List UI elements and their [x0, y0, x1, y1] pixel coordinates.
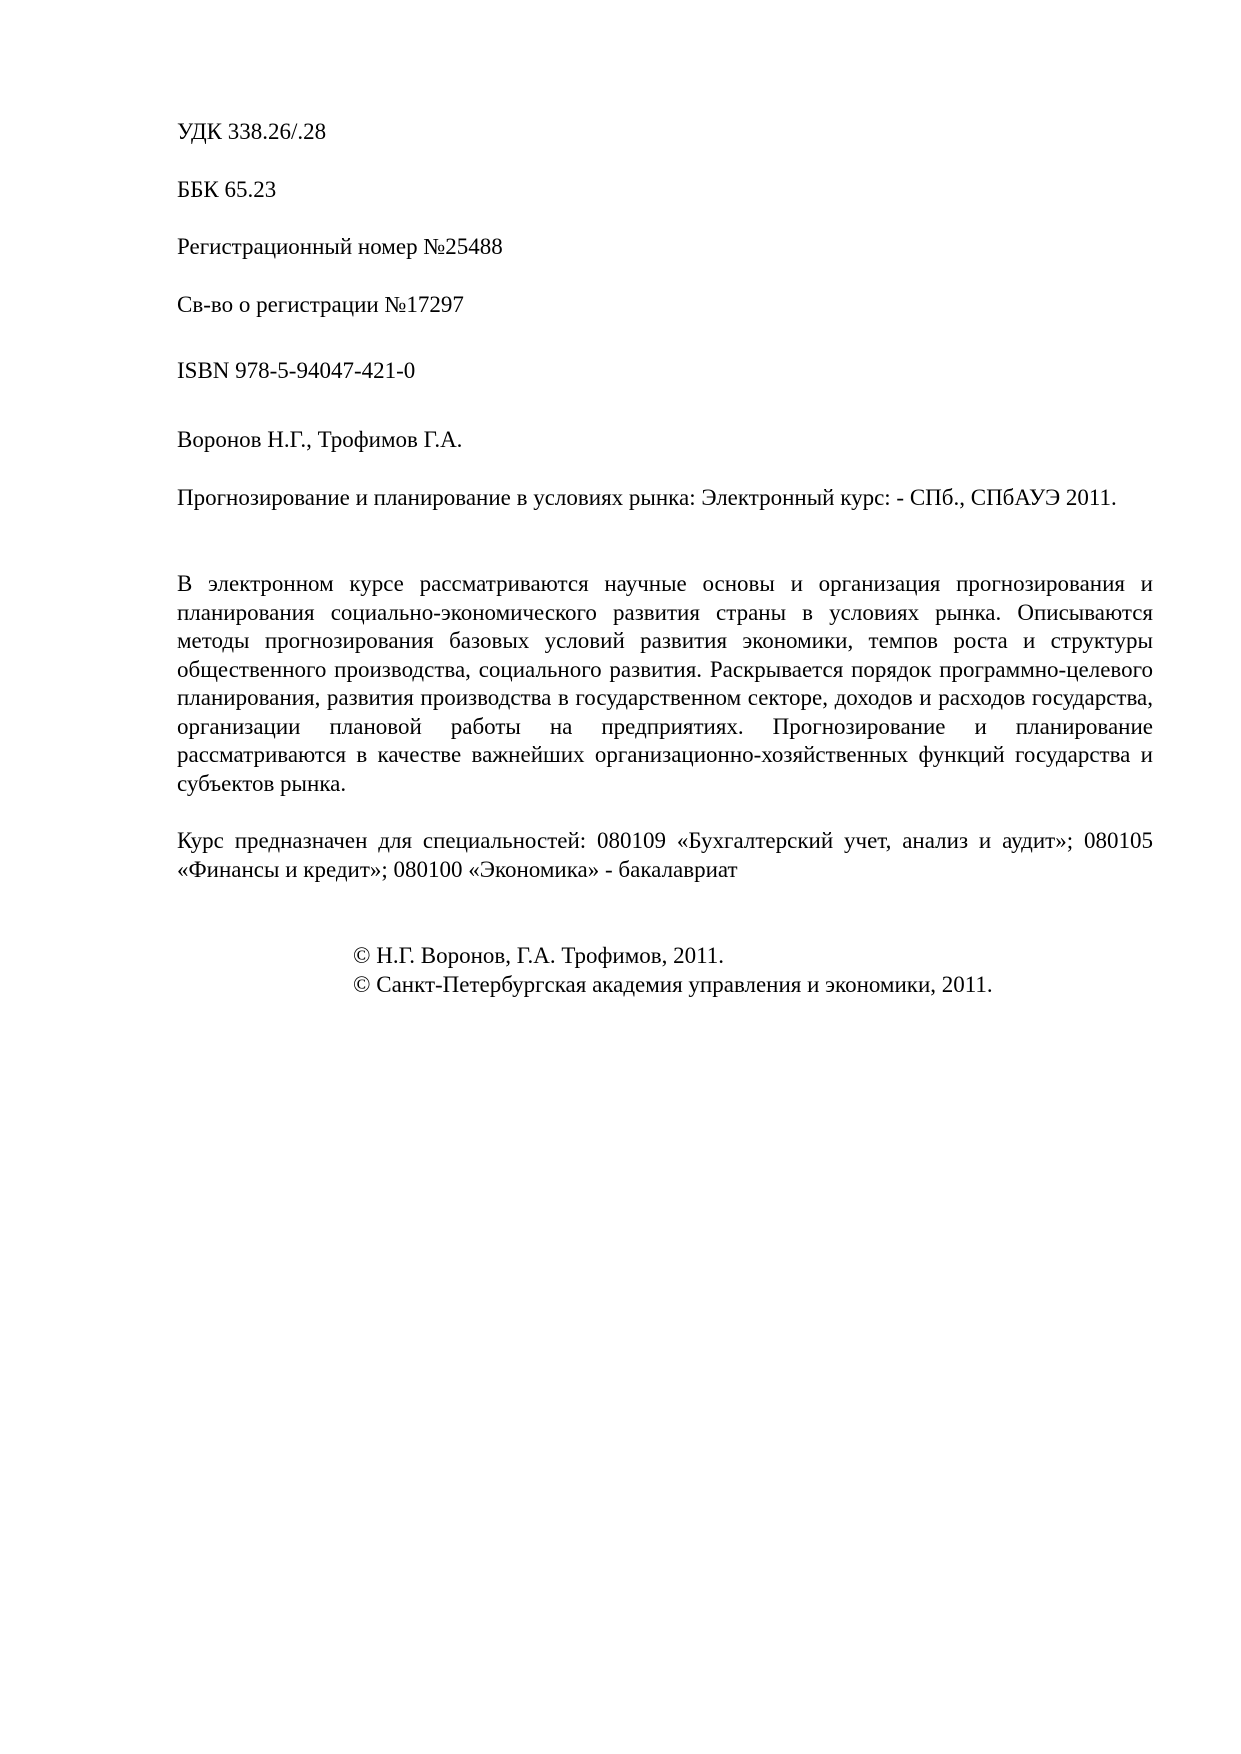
target-audience: Курс предназначен для специальностей: 080109 «Бухгалтерский учет, анализ и аудит»; 080105 «Финансы и кредит»; 080100 «Экономика» - бакалавриат: [177, 828, 1153, 882]
copyright-academy: © Санкт-Петербургская академия управления и экономики, 2011.: [353, 972, 993, 997]
abstract: В электронном курсе рассматриваются научные основы и организация прогнозирования и планирования социально-экономического развития страны в условиях рынка. Описываются методы прогнозирования базовых условий развития экономики, темпов роста и структуры общественного производства, социального развития. Раскрывается порядок программно-целевого планирования, развития производства в государственном секторе, доходов и расходов государства, организации плановой работы на предприятиях. Прогнозирование и планирование рассматриваются в качестве важнейших организационно-хозяйственных функций государства и субъектов рынка.: [177, 571, 1153, 796]
authors: Воронов Н.Г., Трофимов Г.А.: [177, 427, 463, 452]
registration-certificate: Св-во о регистрации №17297: [177, 292, 464, 317]
isbn: ISBN 978-5-94047-421-0: [177, 358, 416, 383]
bibliographic-title: Прогнозирование и планирование в условиях рынка: Электронный курс: - СПб., СПбАУЭ 2011.: [177, 485, 1117, 510]
bbk-code: ББК 65.23: [177, 177, 277, 202]
copyright-authors: © Н.Г. Воронов, Г.А. Трофимов, 2011.: [353, 943, 725, 968]
udk-code: УДК 338.26/.28: [177, 119, 327, 144]
registration-number: Регистрационный номер №25488: [177, 234, 503, 259]
